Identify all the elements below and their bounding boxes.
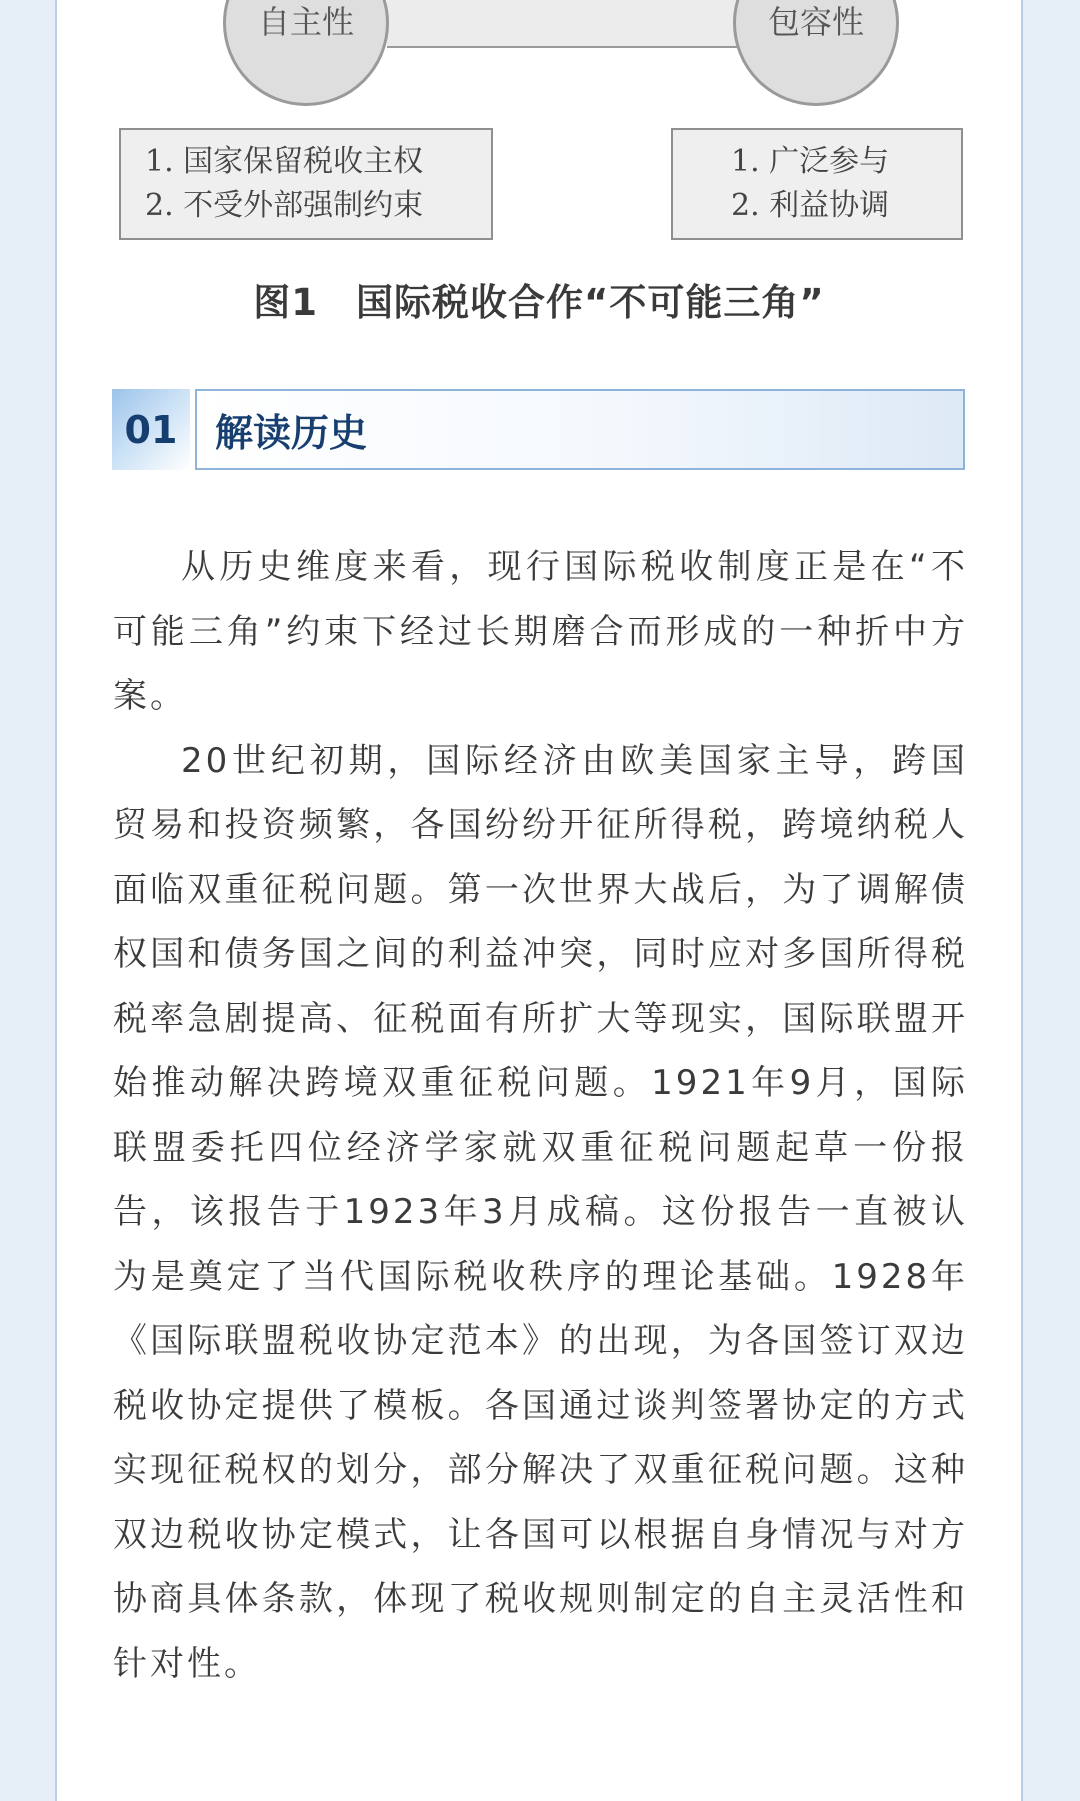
- section-header: [112, 389, 1020, 472]
- impossible-triangle-figure: [57, 0, 1021, 340]
- inclusiveness-circle-label: 包容性: [767, 3, 864, 41]
- inclusiveness-detail-line: 1. 广泛参与: [731, 144, 890, 179]
- figure-caption: 图1 国际税收合作“不可能三角”: [253, 281, 825, 324]
- inclusiveness-detail-line: 2. 利益协调: [731, 188, 890, 223]
- inclusiveness-circle: [733, 0, 899, 106]
- autonomy-circle-label: 自主性: [257, 3, 354, 41]
- autonomy-circle: [223, 0, 389, 106]
- article-page: [55, 0, 1023, 1801]
- section-number: 01: [112, 389, 190, 470]
- autonomy-detail-box: [119, 128, 493, 240]
- autonomy-detail-line: 1. 国家保留税收主权: [145, 144, 424, 179]
- autonomy-detail-line: 2. 不受外部强制约束: [145, 188, 424, 223]
- article-paragraph: 从历史维度来看，现行国际税收制度正是在“不可能三角”约束下经过长期磨合而形成的一种折中方案。: [113, 547, 968, 716]
- figure-connector-bar: [387, 0, 787, 48]
- inclusiveness-detail-box: [671, 128, 963, 240]
- article-paragraph: 20世纪初期，国际经济由欧美国家主导，跨国贸易和投资频繁，各国纷纷开征所得税，跨境纳税人面临双重征税问题。第一次世界大战后，为了调解债权国和债务国之间的利益冲突，同时应对多国所得税税率急剧提高、征税面有所扩大等现实，国际联盟开始推动解决跨境双重征税问题。1921年9月，国际联盟委托四位经济学家就双重征税问题起草一份报告，该报告于1923年3月成稿。这份报告一直被认为是奠定了当代国际税收秩序的理论基础。1928年《国际联盟税收协定范本》的出现，为各国签订双边税收协定提供了模板。各国通过谈判签署协定的方式实现征税权的划分，部分解决了双重征税问题。这种双边税收协定模式，让各国可以根据自身情况与对方协商具体条款，体现了税收规则制定的自主灵活性和针对性。: [113, 740, 968, 1684]
- section-title: 解读历史: [195, 389, 965, 470]
- article-body: [113, 535, 968, 1696]
